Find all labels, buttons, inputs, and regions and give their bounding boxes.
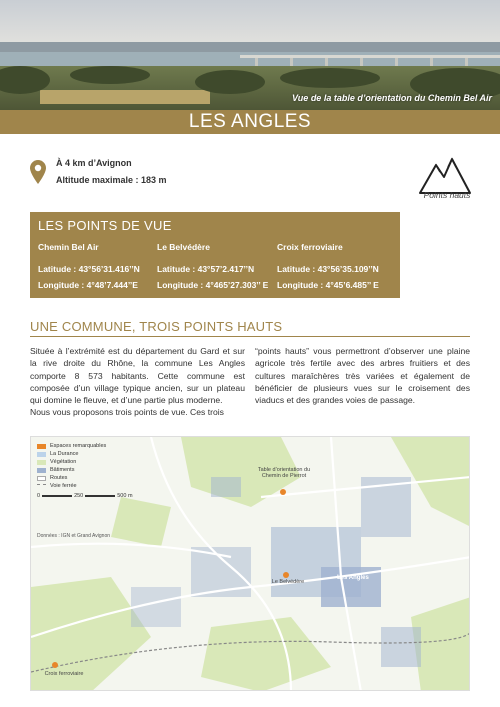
scale-label: 500 m [117, 493, 133, 499]
viewpoint-lon: Longitude : 4°45’6.485’’ E [277, 280, 379, 290]
map-source: Données : IGN et Grand Avignon [37, 533, 111, 539]
area-map [30, 436, 470, 691]
section-title: UNE COMMUNE, TROIS POINTS HAUTS [30, 319, 283, 334]
paragraph: “points hauts” vous permettront d’observer une plaine agricole très fertile avec des arbres fruitiers et des cultures maraîchères très variées et également de bénéficier de plusieurs vues sur le croisement des viaducs et des grandes voies de passage. [255, 346, 470, 406]
badge-label: Points hauts [423, 190, 471, 200]
scale-label: 0 [37, 493, 41, 499]
viewpoints-title: LES POINTS DE VUE [38, 218, 172, 233]
altitude-text: Altitude maximale : 183 m [56, 175, 167, 185]
map-label-table: Table d’orientation du Chemin de Pierrot [257, 467, 311, 479]
legend-label: Bâtiments [50, 467, 75, 473]
map-label-town: Les Angles [337, 575, 369, 581]
hero-caption: Vue de la table d’orientation du Chemin Bel Air [291, 93, 492, 103]
title-band [0, 110, 500, 134]
legend-label: Routes [50, 475, 68, 481]
viewpoint-lat: Latitude : 43°56’35.109’’N [277, 264, 379, 274]
viewpoint-3 [277, 242, 397, 290]
legend-label: Végétation [50, 459, 77, 465]
viewpoint-name: Croix ferroviaire [277, 242, 343, 252]
legend-label: La Durance [50, 451, 79, 457]
viewpoint-2 [157, 242, 277, 290]
viewpoint-name: Le Belvédère [157, 242, 210, 252]
paragraph: Située à l’extrémité est du département du Gard et sur la rive droite du Rhône, la commune Les Angles comporte 8 573 habitants. Cette commune est composée d’un village typique ancien, sur un plateau qui domine le fleuve, et d’une partie plus moderne. [30, 346, 245, 406]
viewpoint-lon: Longitude : 4°48’7.444’’E [38, 280, 138, 290]
viewpoints-box [30, 212, 400, 298]
scale-bar [37, 493, 133, 499]
legend-label: Espaces remarquables [50, 443, 107, 449]
map-legend [37, 443, 133, 501]
section-divider [30, 336, 470, 337]
map-pin-icon [30, 160, 46, 184]
viewpoint-1 [38, 242, 158, 290]
legend-label: Voie ferrée [50, 483, 77, 489]
map-label-belvedere: Le Belvédère [271, 579, 305, 585]
text-column-right [255, 345, 470, 406]
text-column-left [30, 345, 245, 419]
paragraph: Nous vous proposons trois points de vue. Ces trois [30, 407, 224, 418]
viewpoint-lat: Latitude : 43°57’2.417’’N [157, 264, 255, 274]
map-label-croix: Croix ferroviaire [44, 671, 84, 677]
scale-label: 250 [74, 493, 84, 499]
distance-text: À 4 km d’Avignon [56, 158, 132, 168]
viewpoint-lat: Latitude : 43°56’31.416’’N [38, 264, 140, 274]
viewpoint-lon: Longitude : 4°465’27.303’’ E [157, 280, 269, 290]
viewpoint-name: Chemin Bel Air [38, 242, 99, 252]
page-title: LES ANGLES [188, 111, 312, 132]
